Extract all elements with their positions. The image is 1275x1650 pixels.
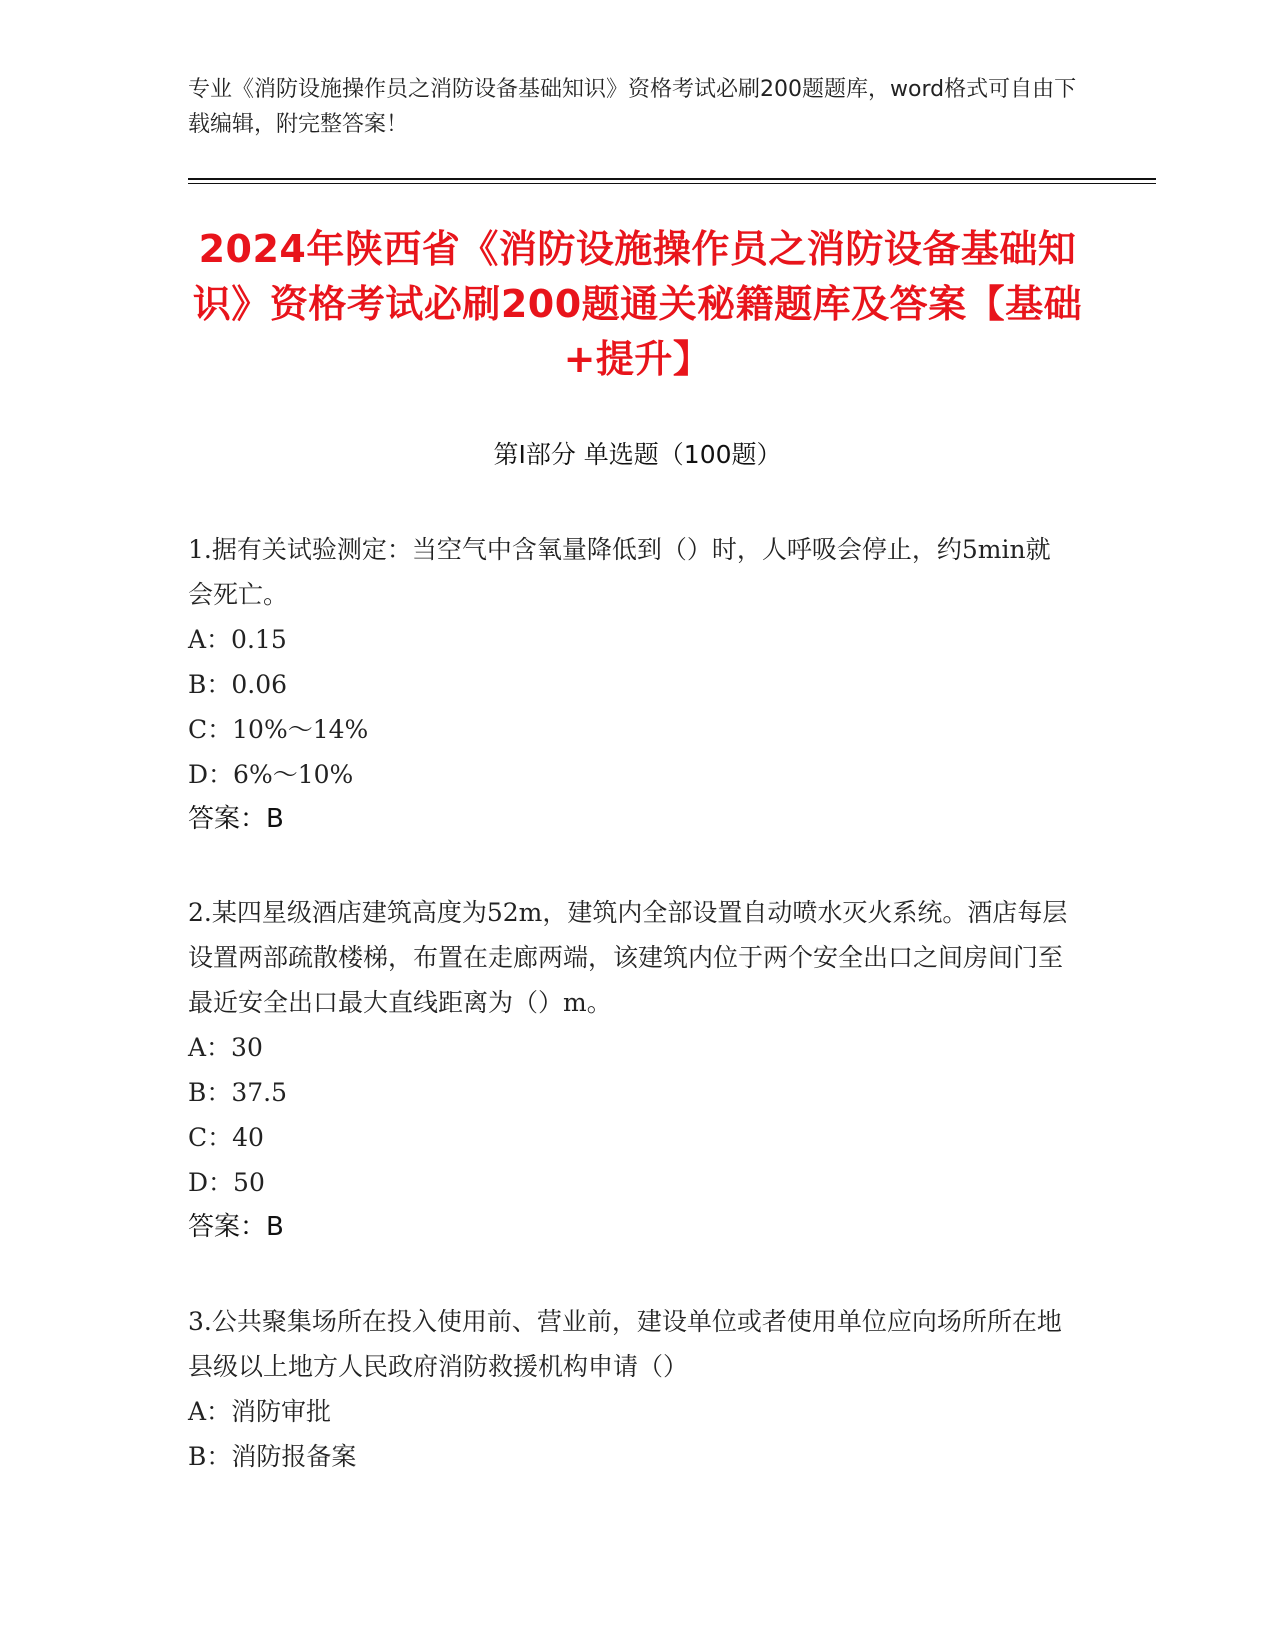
answer-line: 答案：B (188, 1212, 284, 1242)
option-b: B：0.06 (188, 670, 288, 699)
option-a: A：消防审批 (188, 1397, 332, 1426)
option-a: A：0.15 (188, 625, 287, 654)
question-3 (188, 1299, 1068, 1479)
question-stem: 1.据有关试验测定：当空气中含氧量降低到（）时，人呼吸会停止，约5min就会死亡。 (188, 535, 1051, 609)
option-c: C：40 (188, 1123, 264, 1152)
question-stem: 3.公共聚集场所在投入使用前、营业前，建设单位或者使用单位应向场所所在地县级以上地方人民政府消防救援机构申请（） (188, 1307, 1062, 1381)
answer-line: 答案：B (188, 804, 284, 834)
option-d: D：6%～10% (188, 760, 354, 789)
header-divider-thin (188, 183, 1156, 184)
question-stem: 2.某四星级酒店建筑高度为52m，建筑内全部设置自动喷水灭火系统。酒店每层设置两部疏散楼梯，布置在走廊两端，该建筑内位于两个安全出口之间房间门至最近安全出口最大直线距离为（）m。 (188, 898, 1068, 1017)
header-note: 专业《消防设施操作员之消防设备基础知识》资格考试必刷200题题库，word格式可自由下载编辑，附完整答案！ (188, 77, 1077, 137)
option-b: B：37.5 (188, 1078, 288, 1107)
option-d: D：50 (188, 1168, 265, 1197)
option-b: B：消防报备案 (188, 1442, 357, 1471)
document-title: 2024年陕西省《消防设施操作员之消防设备基础知识》资格考试必刷200题通关秘籍题库及答案【基础+提升】 (192, 227, 1083, 381)
question-1 (188, 527, 1068, 842)
question-2 (188, 890, 1068, 1250)
header-divider-thick (188, 178, 1156, 180)
option-a: A：30 (188, 1033, 263, 1062)
option-c: C：10%～14% (188, 715, 369, 744)
section-title: 第I部分 单选题（100题） (493, 440, 782, 469)
